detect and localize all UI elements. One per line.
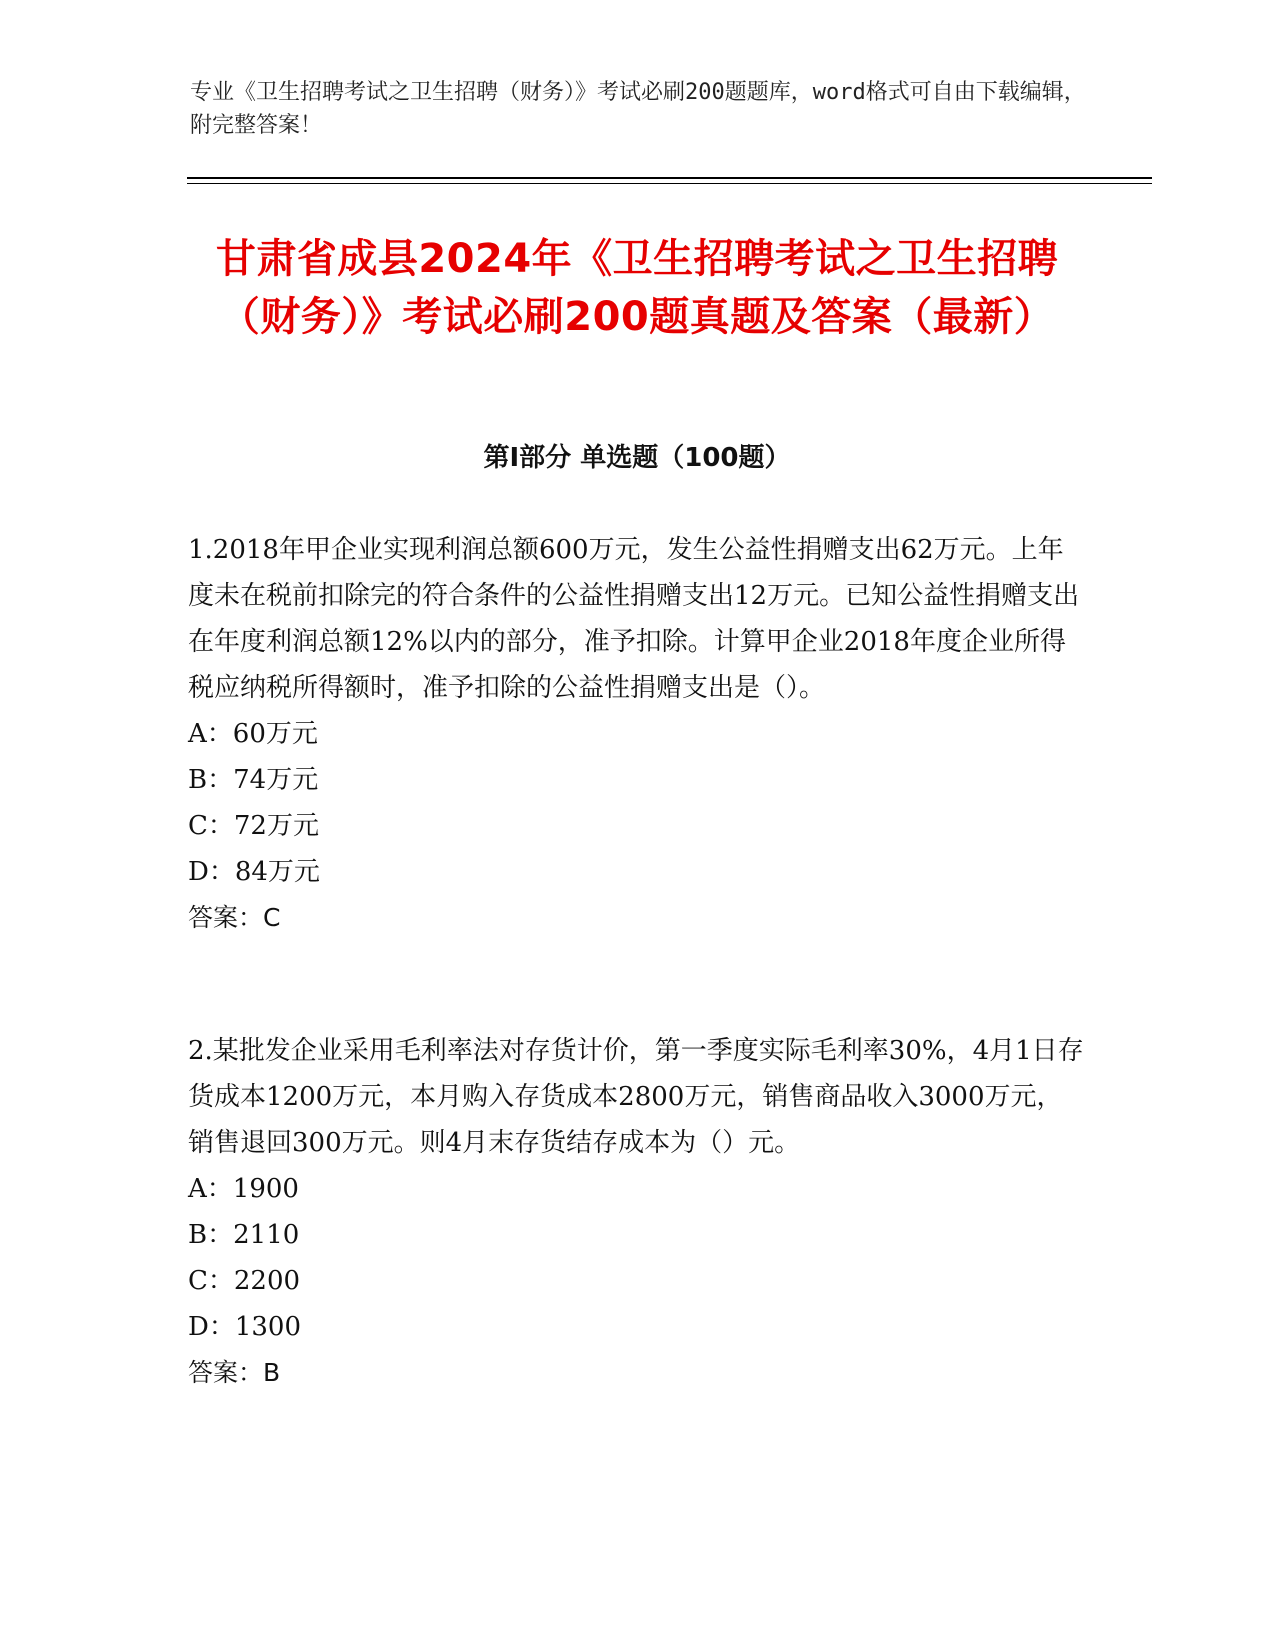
- question-block: [188, 1028, 1088, 1396]
- header-note: 专业《卫生招聘考试之卫生招聘（财务）》考试必刷200题题库，word格式可自由下载编辑，附完整答案！: [190, 80, 1086, 138]
- option-c: C：72万元: [188, 811, 319, 841]
- option-a: A：60万元: [188, 719, 318, 749]
- option-b: B：2110: [188, 1220, 300, 1250]
- header-divider-thin: [187, 183, 1152, 184]
- document-title: 甘肃省成县2024年《卫生招聘考试之卫生招聘（财务）》考试必刷200题真题及答案（最新）: [215, 236, 1059, 340]
- answer-line: 答案：C: [188, 903, 281, 932]
- question-stem: 1.2018年甲企业实现利润总额600万元，发生公益性捐赠支出62万元。上年度未在税前扣除完的符合条件的公益性捐赠支出12万元。已知公益性捐赠支出在年度利润总额12%以内的部分，准予扣除。计算甲企业2018年度企业所得税应纳税所得额时，准予扣除的公益性捐赠支出是（）。: [188, 535, 1080, 703]
- option-d: D：1300: [188, 1312, 302, 1342]
- section-heading: 第I部分 单选题（100题）: [483, 443, 791, 473]
- header-divider-thick: [187, 177, 1152, 179]
- option-a: A：1900: [188, 1174, 299, 1204]
- option-c: C：2200: [188, 1266, 301, 1296]
- question-block: [188, 527, 1088, 941]
- option-b: B：74万元: [188, 765, 319, 795]
- answer-line: 答案：B: [188, 1358, 281, 1387]
- option-d: D：84万元: [188, 857, 320, 887]
- question-stem: 2.某批发企业采用毛利率法对存货计价，第一季度实际毛利率30%，4月1日存货成本1200万元，本月购入存货成本2800万元，销售商品收入3000万元，销售退回300万元。则4月末存货结存成本为（）元。: [188, 1036, 1084, 1158]
